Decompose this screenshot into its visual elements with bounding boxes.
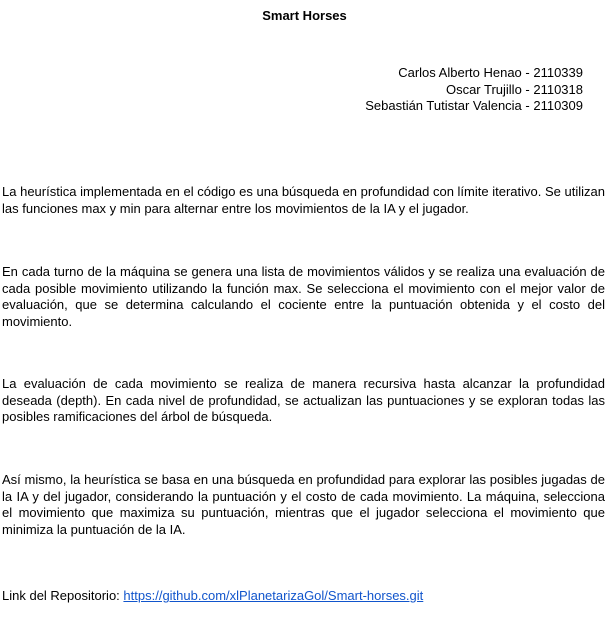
repository-line bbox=[2, 588, 423, 605]
author-1: Carlos Alberto Henao - 2110339 bbox=[398, 65, 583, 80]
paragraph-machine-turn: En cada turno de la máquina se genera una lista de movimientos válidos y se realiza una evaluación de cada posible movimiento utilizando la función max. Se selecciona el movimiento con el mejor valor de evaluación, que se determina calculando el cociente entre la puntuación obtenida y el costo del movimiento. bbox=[2, 264, 605, 329]
paragraph-heuristic: La heurística implementada en el código es una búsqueda en profundidad con límite iterativo. Se utilizan las funciones max y min para alternar entre los movimientos de la IA y el jugador. bbox=[2, 184, 605, 216]
document-title: Smart Horses bbox=[262, 8, 347, 23]
repository-link[interactable]: https://github.com/xlPlanetarizaGol/Smart-horses.git bbox=[123, 588, 424, 603]
author-list bbox=[365, 65, 583, 115]
repository-label: Link del Repositorio: bbox=[2, 588, 120, 603]
paragraph-depth-search: Así mismo, la heurística se basa en una búsqueda en profundidad para explorar las posibles jugadas de la IA y del jugador, considerando la puntuación y el costo de cada movimiento. La máquina, selecciona el movimiento que maximiza su puntuación, mientras que el jugador selecciona el movimiento que minimiza la puntuación de la IA. bbox=[2, 472, 605, 537]
author-2: Oscar Trujillo - 2110318 bbox=[445, 81, 583, 97]
paragraph-recursive-evaluation: La evaluación de cada movimiento se realiza de manera recursiva hasta alcanzar la profundidad deseada (depth). En cada nivel de profundidad, se actualizan las puntuaciones y se exploran todas las posibles ramificaciones del árbol de búsqueda. bbox=[2, 376, 605, 424]
author-3: Sebastián Tutistar Valencia - 2110309 bbox=[365, 98, 583, 113]
